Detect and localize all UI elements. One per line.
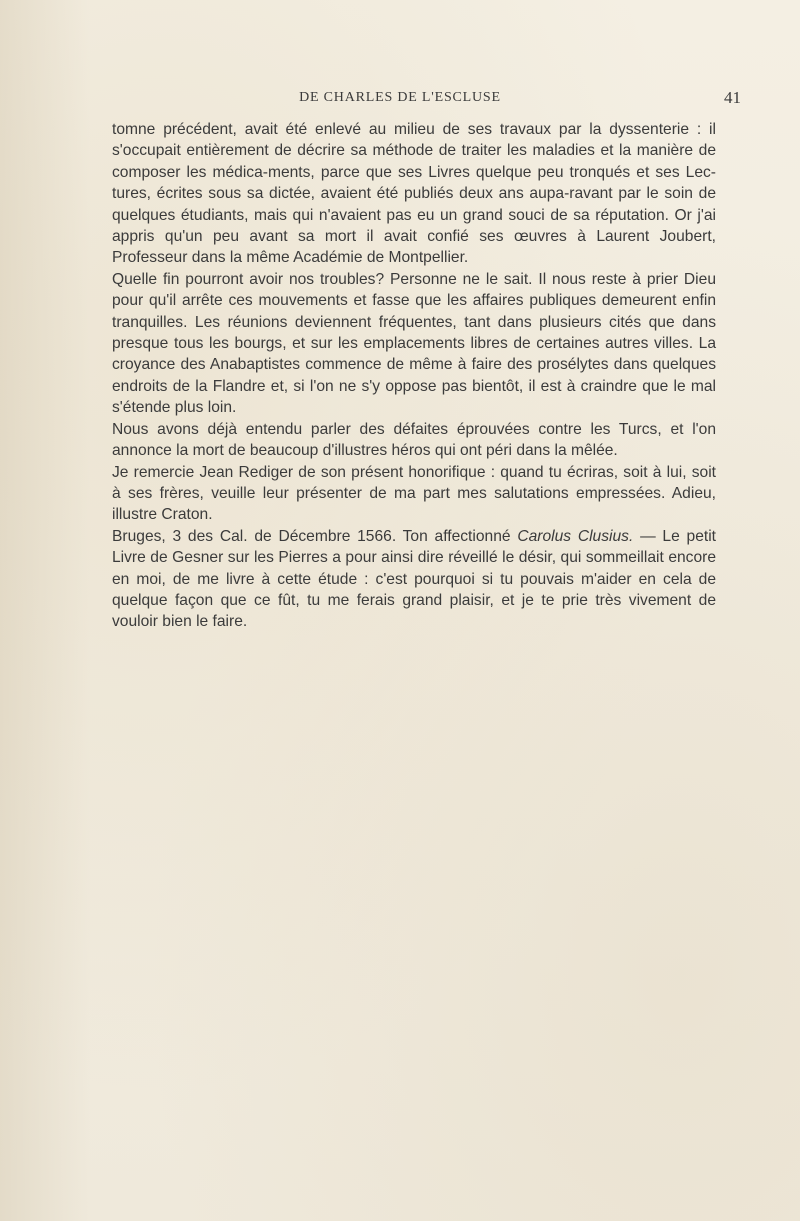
page-gutter-shadow xyxy=(0,0,90,1221)
paragraph-2: Quelle fin pourront avoir nos troubles? Personne ne le sait. Il nous reste à prier Dieu pour qu'il arrête ces mouvements et fasse que les affaires publiques demeurent enfin tranquilles. Les réunions deviennent fréquentes, tant dans plusieurs cités que dans presque tous les bourgs, et sur les emplacements libres de certaines autres villes. La croyance des Anabaptistes commence de même à faire des prosélytes dans quelques endroits de la Flandre et, si l'on ne s'y oppose pas bientôt, il est à craindre que le mal s'étende plus loin. xyxy=(112,270,716,417)
paragraph-1: tomne précédent, avait été enlevé au milieu de ses travaux par la dyssenterie : il s'occupait entièrement de décrire sa méthode de traiter les maladies et la manière de composer les médica-ments, parce que ses Livres quelque peu tronqués et ses Lec-tures, écrites sous sa dictée, avaient été publiés deux ans aupa-ravant par le soin de quelques étudiants, mais qui n'avaient pas eu un grand souci de sa réputation. Or j'ai appris qu'un peu avant sa mort il avait confié ses œuvres à Laurent Joubert, Professeur dans la même Académie de Montpellier. xyxy=(112,121,716,267)
dateline: Bruges, 3 des Cal. de Décembre 1566. Ton affectionné xyxy=(112,527,511,545)
body-text xyxy=(112,119,716,633)
closing-paragraph xyxy=(112,526,716,633)
running-title: DE CHARLES DE L'ESCLUSE xyxy=(299,90,501,105)
paragraph-4: Je remercie Jean Rediger de son présent honorifique : quand tu écriras, soit à lui, soit à ses frères, veuille leur présenter de ma part mes salutations empressées. Adieu, illustre Craton. xyxy=(112,463,716,524)
running-head xyxy=(0,88,800,110)
postscript: — Le petit Livre de Gesner sur les Pierres a pour ainsi dire réveillé le désir, qui sommeillait encore en moi, de me livre à cette étude : c'est pourquoi si tu pouvais m'aider en cela de quelque façon que ce fût, tu me ferais grand plaisir, et je te prie très vivement de vouloir bien le faire. xyxy=(112,527,716,631)
page-number: 41 xyxy=(724,88,741,107)
signature: Carolus Clusius. xyxy=(517,527,634,545)
paragraph-3: Nous avons déjà entendu parler des défaites éprouvées contre les Turcs, et l'on annonce la mort de beaucoup d'illustres héros qui ont péri dans la mêlée. xyxy=(112,420,716,460)
